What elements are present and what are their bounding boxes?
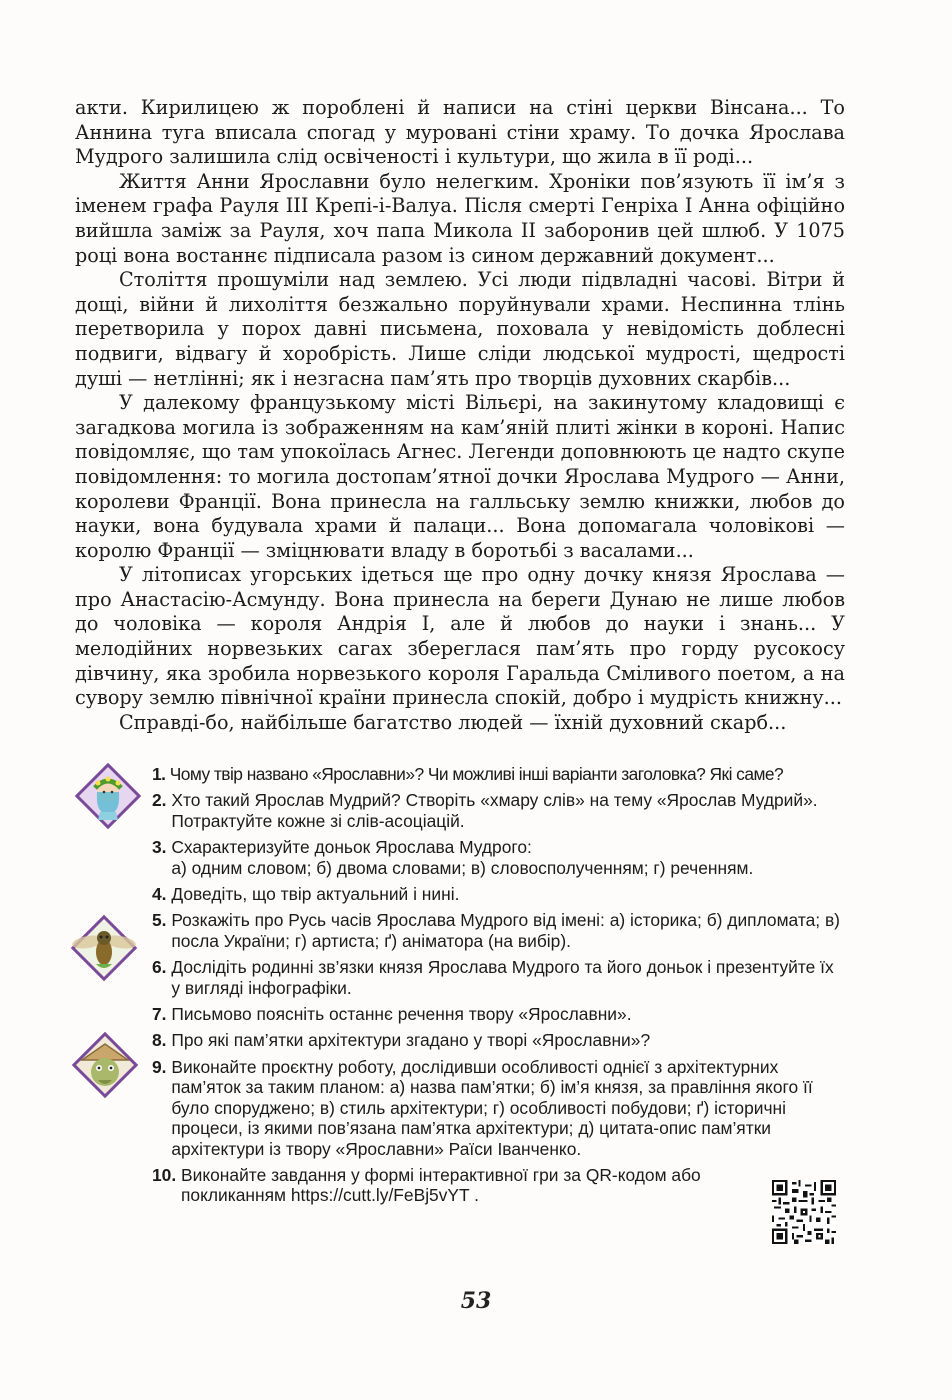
paragraph: У літописах угорських ідеться ще про одну дочку князя Ярослава — про Анастасію-Асмунду. Вона принесла на береги Дунаю не лише любов до чоловіка — короля Андрія I, але й любов до науки і знань... У мелодійних норвезьких сагах збереглася пам’ять про горду русокосу дівчину, яка зробила норвезького короля Гаральда Сміливого поетом, а на сувору землю північної країни принесла спокій, добро і мудрість книжну...	[75, 563, 845, 710]
qr-code-icon[interactable]	[772, 1180, 836, 1244]
task-text: Хто такий Ярослав Мудрий? Створіть «хмару слів» на тему «Ярослав Мудрий». Потрактуйте кожне зі слів-асоціацій.	[171, 790, 818, 831]
page-number: 53	[460, 1288, 492, 1314]
paragraph: У далекому французькому місті Вільєрі, на закинутому кладовищі є загадкова могила із зображенням на кам’яній плиті жінки в короні. Напис повідомляє, що там упокоїлась Агнес. Легенди доповнюють це надто скупе повідомлення: то могила достопам’ятної дочки Ярослава Мудрого — Анни, королеви Франції. Вона принесла на галльську землю книжки, любов до науки, вона будувала храми й палаци... Вона допомагала чоловікові — королю Франції — зміцнювати владу в боротьбі з васалами...	[75, 391, 845, 562]
paragraph: Справді-бо, найбільше багатство людей — їхній духовний скарб...	[119, 710, 787, 734]
forest-sprite-icon	[70, 1030, 140, 1100]
task-number: 3.	[152, 837, 172, 858]
task-item	[152, 910, 844, 951]
task-text: Схарактеризуйте доньок Ярослава Мудрого:	[171, 837, 532, 858]
task-number: 7.	[152, 1004, 172, 1025]
task-item	[152, 1165, 732, 1206]
bee-insect-icon	[68, 912, 140, 984]
assignments-list	[152, 764, 844, 1206]
task-text: Розкажіть про Русь часів Ярослава Мудрого від імені: а) історика; б) дипломата; в) посла України; г) артиста; ґ) аніматора (на вибір).	[171, 910, 840, 951]
task-number: 8.	[152, 1030, 172, 1051]
paragraph: Століття прошуміли над землею. Усі люди підвладні часові. Вітри й дощі, війни й лихоліття безжально поруйнували храми. Неспинна тлінь перетворила у порох давні письмена, поховала у невідомість доблесні подвиги, відвагу й хоробрість. Лише сліди людської мудрості, щедрості душі — нетлінні; як і незгасна пам’ять про творців духовних скарбів...	[75, 268, 845, 390]
task-text: Чому твір названо «Ярославни»? Чи можливі інші варіанти заголовка? Які саме?	[169, 764, 784, 784]
task-number: 2.	[152, 790, 172, 811]
task-item	[152, 790, 844, 831]
task-number: 6.	[152, 957, 172, 978]
task-item	[152, 957, 844, 998]
task-item	[152, 764, 844, 784]
girl-wreath-icon	[74, 762, 142, 830]
task-text: Дослідіть родинні зв’язки князя Ярослава Мудрого та його доньок і презентуйте їх у вигляді інфографіки.	[171, 957, 834, 998]
task-item	[152, 837, 844, 878]
task-item	[152, 884, 844, 904]
task-text: Письмово поясніть останнє речення твору «Ярославни».	[171, 1004, 632, 1025]
task-number: 9.	[152, 1056, 172, 1077]
task-number: 5.	[152, 910, 172, 931]
task-text[interactable]: Виконайте завдання у формі інтерактивної гри за QR-кодом або покликанням https://cutt.ly/FeBj5vYT .	[181, 1164, 701, 1206]
paragraph: Життя Анни Ярославни було нелегким. Хроніки пов’язують її ім’я з іменем графа Рауля III Крепі-і-Валуа. Після смерті Генріха І Анна офіційно вийшла заміж за Рауля, хоч папа Микола II заборонив цей шлюб. У 1075 році вона востаннє підписала разом із сином державний документ...	[75, 169, 845, 267]
task-number: 4.	[152, 884, 172, 905]
paragraph: акти. Кирилицею ж пороблені й написи на стіні церкви Вінсана... То Аннина туга вписала спогад у муровані стіни храму. То дочка Ярослава Мудрого залишила слід освіченості і культури, що жила в її роді...	[75, 96, 845, 169]
task-number: 10.	[152, 1164, 182, 1185]
task-number: 1.	[152, 764, 170, 784]
story-text	[75, 96, 845, 735]
task-text: Про які пам’ятки архітектури згадано у творі «Ярославни»?	[171, 1030, 651, 1051]
task-text-options: а) одним словом; б) двома словами; в) словосполученням; г) реченням.	[171, 857, 754, 878]
task-item	[152, 1004, 844, 1024]
task-text: Виконайте проєктну роботу, дослідивши особливості однієї з архітектурних пам’яток за таким планом: а) назва пам’ятки; б) ім’я князя, за правління якого її було споруджено; в) стиль архітектури; г) особливості побудови; ґ) історичні процеси, із якими пов’язана пам’ятка архітектури; д) цитата-опис пам’ятки архітектури із твору «Ярославни» Раїси Іванченко.	[171, 1056, 813, 1159]
task-item	[152, 1030, 844, 1050]
task-item	[152, 1057, 844, 1159]
task-text: Доведіть, що твір актуальний і нині.	[171, 884, 460, 905]
